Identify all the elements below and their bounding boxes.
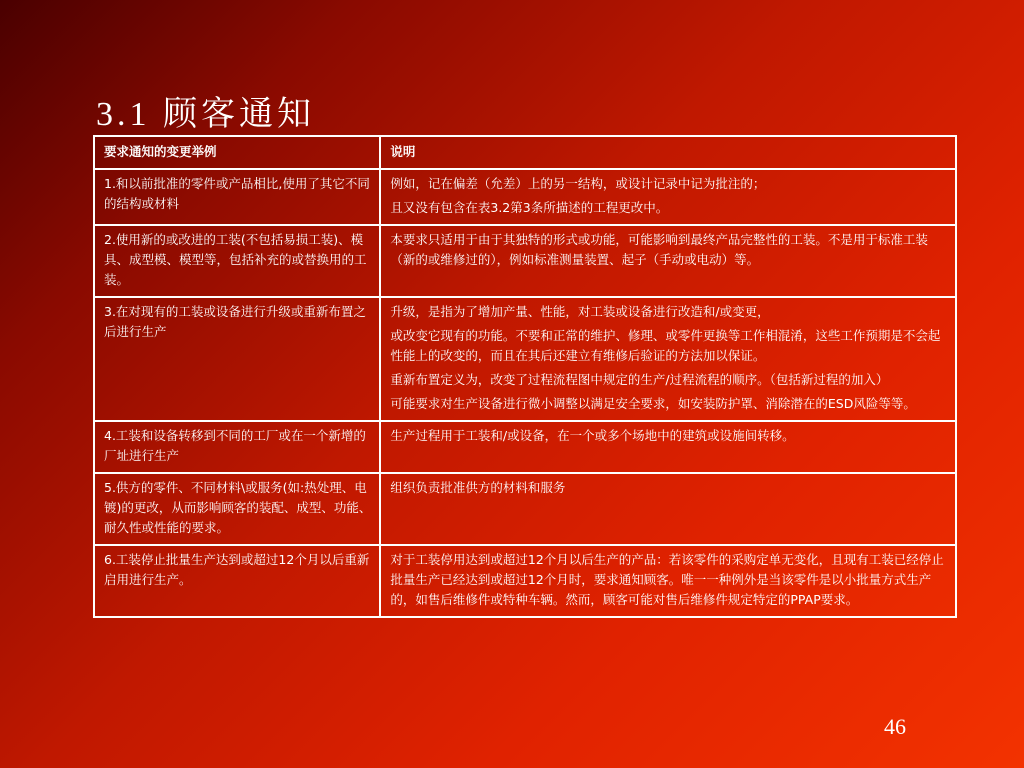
explanation-cell — [380, 297, 956, 421]
explanation-cell — [380, 421, 956, 473]
explanation-paragraph: 生产过程用于工装和/或设备，在一个或多个场地中的建筑或设施间转移。 — [390, 428, 795, 443]
header-example: 要求通知的变更举例 — [94, 136, 380, 169]
header-notes: 说明 — [380, 136, 956, 169]
change-example-cell: 1.和以前批准的零件或产品相比,使用了其它不同的结构或材料 — [94, 169, 380, 225]
explanation-paragraph: 对于工装停用达到或超过12个月以后生产的产品：若该零件的采购定单无变化，且现有工装已经停止批量生产已经达到或超过12个月时，要求通知顾客。唯一一种例外是当该零件是以小批量方式生产的，如售后维修件或特种车辆。然而，顾客可能对售后维修件规定特定的PPAP要求。 — [390, 552, 944, 607]
table-row — [94, 545, 956, 617]
explanation-cell — [380, 473, 956, 545]
table-header-row — [94, 136, 956, 169]
page-number: 46 — [884, 714, 906, 739]
explanation-paragraph: 可能要求对生产设备进行微小调整以满足安全要求，如安装防护罩、消除潜在的ESD风险等等。 — [390, 396, 916, 411]
explanation-cell — [380, 169, 956, 225]
table-row — [94, 225, 956, 297]
table-row — [94, 297, 956, 421]
explanation-paragraph: 且又没有包含在表3.2第3条所描述的工程更改中。 — [390, 200, 669, 215]
table-row — [94, 473, 956, 545]
change-example-cell: 5.供方的零件、不同材料\或服务(如:热处理、电镀)的更改，从而影响顾客的装配、成型、功能、耐久性或性能的要求。 — [94, 473, 380, 545]
explanation-paragraph: 组织负责批准供方的材料和服务 — [390, 480, 566, 495]
explanation-paragraph: 或改变它现有的功能。不要和正常的维护、修理、或零件更换等工作相混淆，这些工作预期是不会起性能上的改变的，而且在其后还建立有维修后验证的方法加以保证。 — [390, 328, 941, 363]
table-row — [94, 421, 956, 473]
slide-title: 3.1 顾客通知 — [96, 96, 315, 133]
explanation-cell — [380, 545, 956, 617]
change-example-cell: 4.工装和设备转移到不同的工厂或在一个新增的厂址进行生产 — [94, 421, 380, 473]
explanation-paragraph: 重新布置定义为，改变了过程流程图中规定的生产/过程流程的顺序。（包括新过程的加入） — [390, 372, 889, 387]
change-example-cell: 6.工装停止批量生产达到或超过12个月以后重新启用进行生产。 — [94, 545, 380, 617]
change-examples-table — [93, 135, 957, 618]
table-row — [94, 169, 956, 225]
explanation-paragraph: 例如，记在偏差（允差）上的另一结构，或设计记录中记为批注的； — [390, 176, 766, 191]
explanation-cell — [380, 225, 956, 297]
explanation-paragraph: 升级，是指为了增加产量、性能，对工装或设备进行改造和/或变更， — [390, 304, 770, 319]
change-example-cell: 2.使用新的或改进的工装(不包括易损工装)、模具、成型模、模型等，包括补充的或替换用的工装。 — [94, 225, 380, 297]
change-example-cell: 3.在对现有的工装或设备进行升级或重新布置之后进行生产 — [94, 297, 380, 421]
explanation-paragraph: 本要求只适用于由于其独特的形式或功能，可能影响到最终产品完整性的工装。不是用于标准工装（新的或维修过的），例如标准测量装置、起子（手动或电动）等。 — [390, 232, 928, 267]
